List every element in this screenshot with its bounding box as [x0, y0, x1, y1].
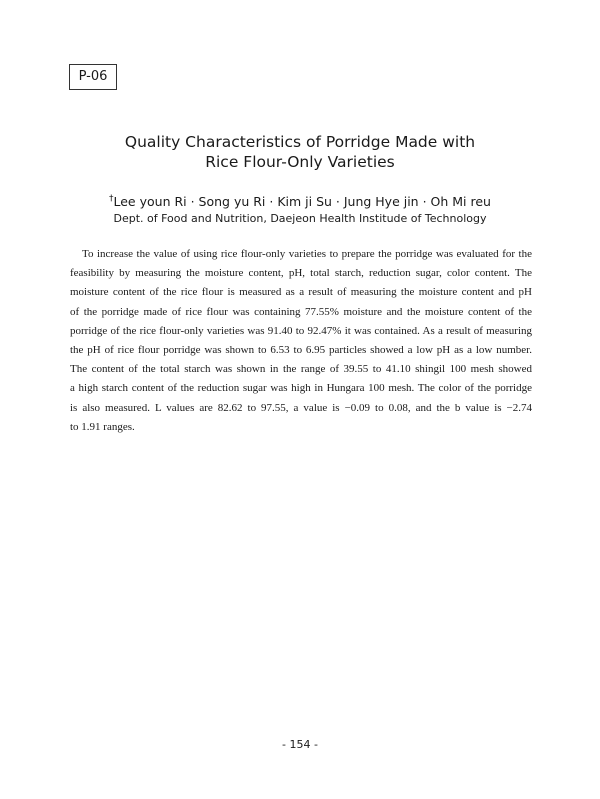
affiliation: Dept. of Food and Nutrition, Daejeon Health Institude of Technology: [113, 212, 487, 225]
poster-code: P-06: [78, 69, 108, 84]
abstract-line: feasibility by measuring the moisture content, pH, total starch, reduction sugar, color content. The: [70, 267, 532, 280]
poster-code-box: [69, 64, 117, 90]
abstract-line: to 1.91 ranges.: [70, 420, 135, 433]
paper-title-line-2: Rice Flour-Only Varieties: [205, 153, 395, 171]
page-number: - 154 -: [282, 738, 318, 751]
abstract-line: porridge of the rice flour-only varieties was 91.40 to 92.47% it was contained. As a result of measuring: [70, 324, 532, 337]
abstract: [70, 245, 532, 437]
paper-title-line-1: Quality Characteristics of Porridge Made with: [124, 133, 476, 151]
paper-title: [60, 132, 540, 172]
abstract-line: a high starch content of the reduction sugar was high in Hungara 100 mesh. The color of the porridge: [70, 382, 532, 395]
abstract-line: moisture content of the rice flour is measured as a result of measuring the moisture content and pH: [70, 286, 532, 299]
abstract-line: is also measured. L values are 82.62 to 97.55, a value is −0.09 to 0.08, and the b value is −2.74: [70, 401, 532, 414]
abstract-line: the pH of rice flour porridge was shown to 6.53 to 6.95 particles showed a low pH as a low number.: [70, 344, 532, 357]
author-names: Lee youn Ri · Song yu Ri · Kim ji Su · Jung Hye jin · Oh Mi reu: [113, 194, 491, 209]
abstract-line: The content of the total starch was shown in the range of 39.55 to 41.10 shingil 100 mesh showed: [70, 363, 532, 376]
abstract-line: To increase the value of using rice flour-only varieties to prepare the porridge was evaluated for the: [82, 248, 532, 260]
corresponding-author-marker: †: [109, 194, 114, 204]
author-list: [60, 190, 540, 211]
abstract-line: of the porridge made of rice flour was containing 77.55% moisture and the moisture content of the: [70, 305, 532, 318]
